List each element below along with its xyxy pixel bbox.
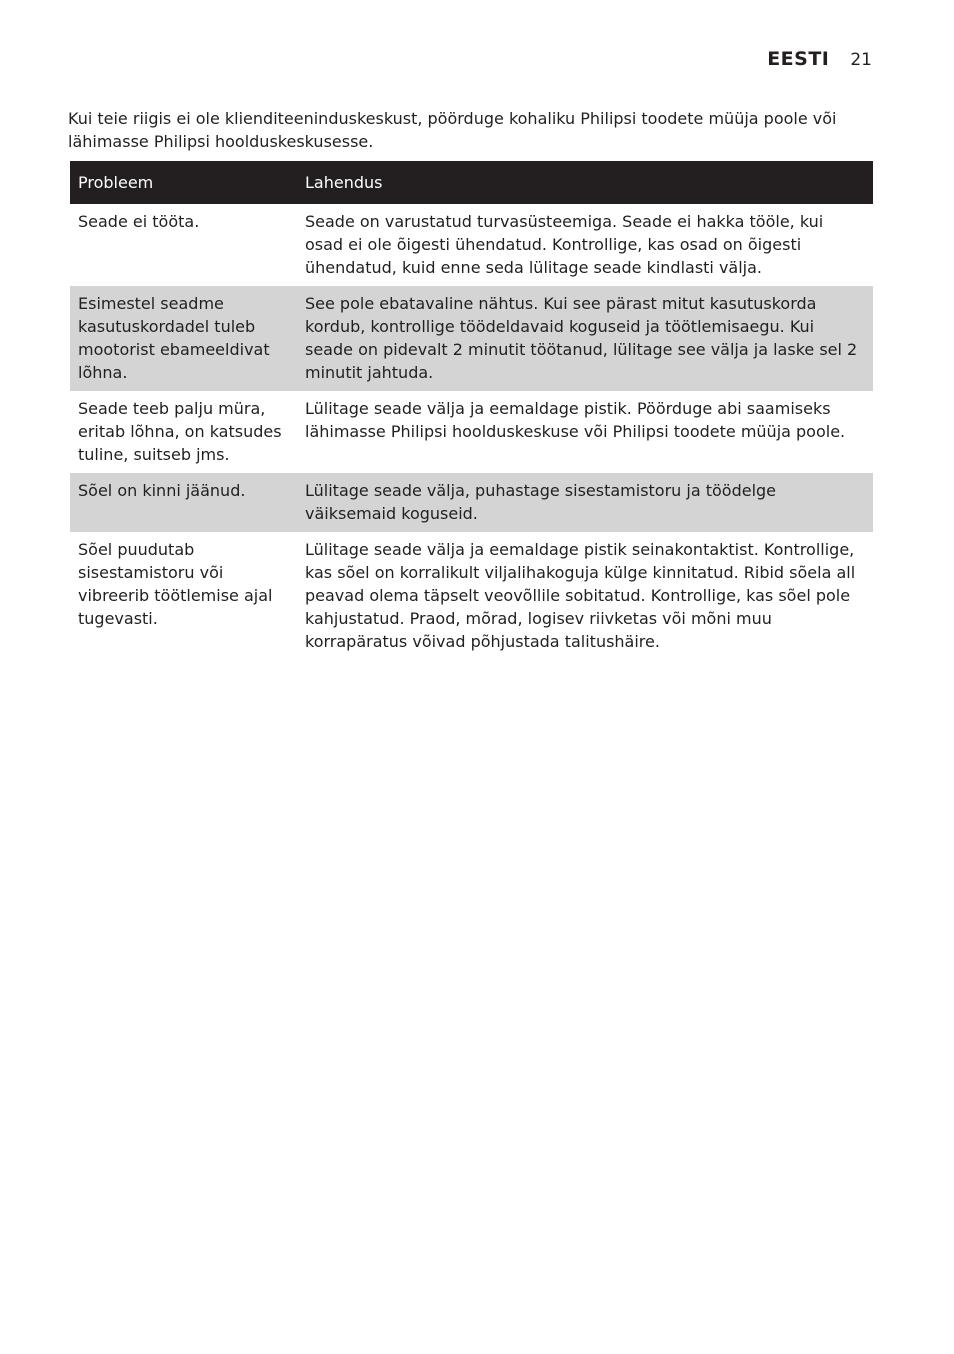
table-row: [70, 391, 873, 473]
table-row: [70, 204, 873, 286]
intro-paragraph: Kui teie riigis ei ole klienditeeninduskeskust, pöörduge kohaliku Philipsi toodete müüja poole või lähimasse Philipsi hoolduskeskusesse.: [68, 109, 837, 151]
column-header-solution: Lahendus: [297, 161, 873, 204]
solution-cell: Lülitage seade välja, puhastage sisestamistoru ja töödelge väiksemaid koguseid.: [297, 473, 873, 532]
solution-cell: Lülitage seade välja ja eemaldage pistik seinakontaktist. Kontrollige, kas sõel on korralikult viljalihakoguja külge kinnitatud. Ribid sõela all peavad olema täpselt veovõllile sobitatud. Kontrollige, kas sõel pole kahjustatud. Praod, mõrad, logisev riivketas või mõni muu korrapäratus võivad põhjustada talitushäire.: [305, 540, 856, 651]
table-row: [70, 473, 873, 532]
solution-cell: See pole ebatavaline nähtus. Kui see pärast mitut kasutuskorda kordub, kontrollige töödeldavaid koguseid ja töötlemisaegu. Kui seade on pidevalt 2 minutit töötanud, lülitage see välja ja laske sel 2 minutit jahtuda.: [297, 286, 873, 391]
page-number: 21: [850, 50, 872, 70]
page-header: [767, 48, 872, 70]
table-header-row: [70, 161, 873, 204]
solution-cell: Lülitage seade välja ja eemaldage pistik. Pöörduge abi saamiseks lähimasse Philipsi hoolduskeskuse või Philipsi toodete müüja poole.: [305, 399, 846, 441]
troubleshooting-table: [70, 161, 873, 660]
problem-cell: Seade ei tööta.: [78, 212, 200, 231]
problem-cell: Seade teeb palju müra, eritab lõhna, on katsudes tuline, suitseb jms.: [78, 399, 282, 464]
problem-cell: Sõel puudutab sisestamistoru või vibreerib töötlemise ajal tugevasti.: [78, 540, 273, 628]
table-row: [70, 532, 873, 660]
column-header-problem: Probleem: [70, 161, 297, 204]
problem-cell: Esimestel seadme kasutuskordadel tuleb mootorist ebameeldivat lõhna.: [70, 286, 297, 391]
table-row: [70, 286, 873, 391]
solution-cell: Seade on varustatud turvasüsteemiga. Seade ei hakka tööle, kui osad ei ole õigesti ühendatud. Kontrollige, kas osad on õigesti ühendatud, kuid enne seda lülitage seade kindlasti välja.: [305, 212, 824, 277]
language-label: EESTI: [767, 48, 830, 70]
problem-cell: Sõel on kinni jäänud.: [70, 473, 297, 532]
